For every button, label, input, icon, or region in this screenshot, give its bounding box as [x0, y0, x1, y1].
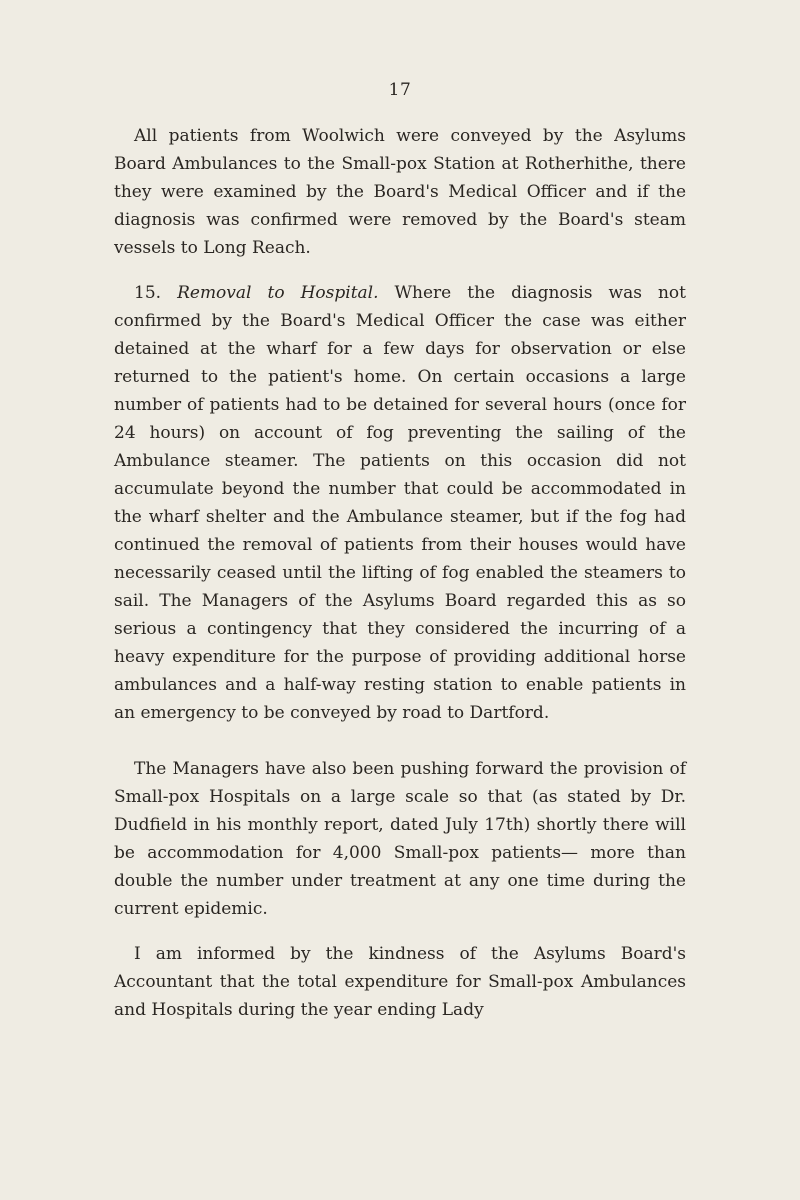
paragraph-expenditure — [114, 940, 686, 1024]
paragraph-text: Where the diagnosis was not confirmed by the Board's Medical Officer the case was either detained at the wharf for a few days for observation or else returned to the patient's home. On certain occasions a large number of patients had to be detained for several hours (once for 24 hours) on account of fog preventing the sailing of the Ambulance steamer. The patients on this occasion did not accumulate beyond the number that could be accommodated in the wharf shelter and the Ambulance steamer, but if the fog had continued the removal of patients from their houses would have necessarily ceased until the lifting of fog enabled the steamers to sail. The Managers of the Asylums Board regarded this as so serious a contingency that they considered the incurring of a heavy expenditure for the purpose of providing additional horse ambulances and a half-way resting station to enable patients in an emergency to be conveyed by road to Dartford. — [114, 283, 686, 723]
section-number: 15. — [134, 283, 162, 303]
paragraph-woolwich-patients — [114, 122, 686, 262]
paragraph-hospital-provision — [114, 755, 686, 923]
paragraph-text: All patients from Woolwich were conveyed by the Asylums Board Ambulances to the Small-pox Station at Rotherhithe, there they were examined by the Board's Medical Officer and if the diagnosis was confirmed were removed by the Board's steam vessels to Long Reach. — [114, 126, 686, 258]
paragraph-text: I am informed by the kindness of the Asylums Board's Accountant that the total expenditure for Small-pox Ambulances and Hospitals during the year ending Lady — [114, 944, 686, 1020]
section-heading: Removal to Hospital. — [177, 283, 379, 303]
paragraph-text: The Managers have also been pushing forward the provision of Small-pox Hospitals on a large scale so that (as stated by Dr. Dudfield in his monthly report, dated July 17th) shortly there will be accommodation for 4,000 Small-pox patients— more than double the number under treatment at any one time during the current epidemic. — [114, 759, 686, 919]
page-number: 17 — [388, 80, 412, 100]
paragraph-removal-to-hospital — [114, 279, 686, 727]
